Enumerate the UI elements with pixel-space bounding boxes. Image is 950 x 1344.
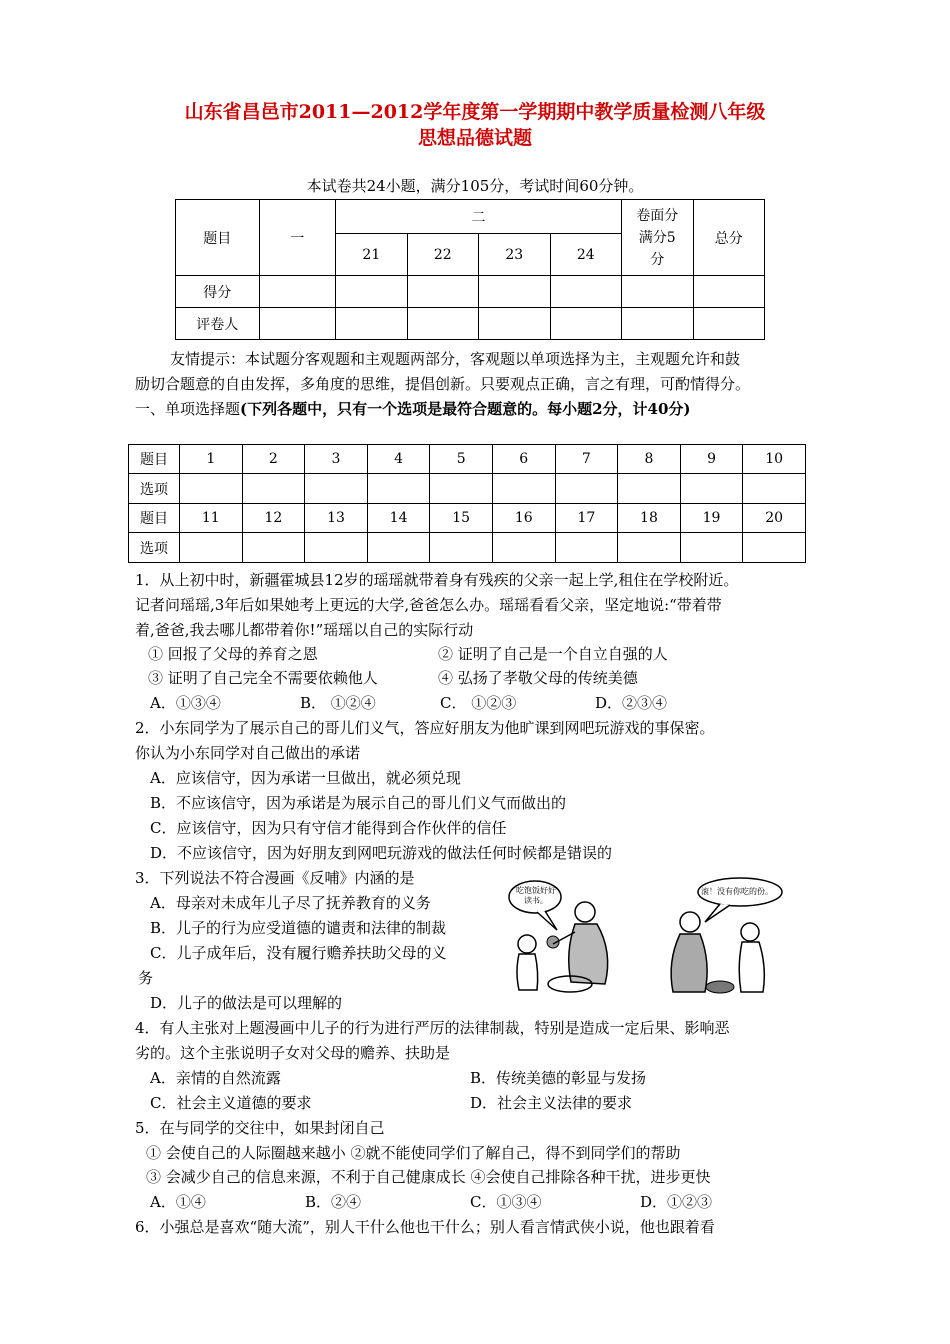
answer-num: 18 (618, 504, 681, 533)
answer-num: 20 (743, 504, 806, 533)
answer-num: 15 (430, 504, 493, 533)
q2-option-c[interactable]: C．应该信守，因为只有守信才能得到合作伙伴的信任 (150, 819, 507, 837)
q1-statement-1: ① 回报了父母的养育之恩 (148, 645, 318, 663)
q3-option-c-cont: 务 (138, 969, 154, 987)
grader-cell[interactable] (622, 308, 693, 340)
score-cell[interactable] (693, 276, 765, 308)
q1-option-b[interactable]: B． ①②④ (300, 694, 376, 712)
q2-option-a[interactable]: A．应该信守，因为承诺一旦做出，就必须兑现 (150, 769, 461, 787)
answer-num: 14 (367, 504, 430, 533)
score-cell[interactable] (407, 276, 478, 308)
answer-num: 19 (680, 504, 743, 533)
answer-cell[interactable] (680, 533, 743, 563)
page-title-line2: 思想品德试题 (417, 127, 532, 149)
score-table-header-two: 二 (336, 200, 622, 234)
q5-option-c[interactable]: C．①③④ (470, 1193, 542, 1211)
grader-cell[interactable] (550, 308, 621, 340)
answer-num: 13 (305, 504, 368, 533)
answer-num: 5 (430, 445, 493, 474)
answer-cell[interactable] (743, 533, 806, 563)
exam-intro: 本试卷共24小题，满分105分，考试时间60分钟。 (306, 177, 644, 195)
answer-cell[interactable] (492, 533, 555, 563)
q1-statement-2: ② 证明了自己是一个自立自强的人 (438, 645, 668, 663)
score-table-row-grader: 评卷人 (176, 308, 260, 340)
answer-cell[interactable] (618, 533, 681, 563)
answer-num: 10 (743, 445, 806, 474)
answer-num: 12 (242, 504, 305, 533)
q4-option-c[interactable]: C．社会主义道德的要求 (150, 1094, 312, 1112)
answer-num: 16 (492, 504, 555, 533)
q4-line1: 4．有人主张对上题漫画中儿子的行为进行严厉的法律制裁，特别是造成一定后果、影响恶 (135, 1019, 730, 1037)
q5-option-a[interactable]: A．①④ (150, 1193, 206, 1211)
score-cell[interactable] (550, 276, 621, 308)
section1-heading: 一、单项选择题(下列各题中，只有一个选项是最符合题意的。每小题2分，计40分) (135, 400, 691, 418)
tip-line2: 励切合题意的自由发挥，多角度的思维，提倡创新。只要观点正确，言之有理，可酌情得分。 (135, 375, 751, 393)
answer-num: 4 (367, 445, 430, 474)
q3-line1: 3．下列说法不符合漫画《反哺》内涵的是 (135, 869, 415, 887)
q5-statements-12: ① 会使自己的人际圈越来越小 ②就不能使同学们了解自己，得不到同学们的帮助 (146, 1144, 681, 1162)
score-cell[interactable] (259, 276, 336, 308)
answer-cell[interactable] (367, 474, 430, 504)
q5-option-b[interactable]: B．②④ (305, 1193, 362, 1211)
q3-option-b[interactable]: B．儿子的行为应受道德的谴责和法律的制裁 (150, 919, 447, 937)
q3-option-c[interactable]: C．儿子成年后，没有履行赡养扶助父母的义 (150, 944, 447, 962)
answer-num: 17 (555, 504, 618, 533)
q1-line1: 1．从上初中时，新疆霍城县12岁的瑶瑶就带着身有残疾的父亲一起上学,租住在学校附近。 (135, 571, 739, 589)
q1-option-c[interactable]: C． ①②③ (440, 694, 517, 712)
score-cell[interactable] (479, 276, 550, 308)
q1-line2: 记者问瑶瑶,3年后如果她考上更远的大学,爸爸怎么办。瑶瑶看看父亲，坚定地说:“带着带 (135, 596, 722, 614)
q3-option-a[interactable]: A．母亲对未成年儿子尽了抚养教育的义务 (150, 894, 431, 912)
cartoon-bubble-left: 吃饱饭好好读书。 (516, 886, 556, 905)
score-cell[interactable] (336, 276, 407, 308)
score-table-sub-22: 22 (407, 234, 478, 276)
q2-option-d[interactable]: D．不应该信守，因为好朋友到网吧玩游戏的做法任何时候都是错误的 (150, 844, 613, 862)
answer-cell[interactable] (242, 533, 305, 563)
q4-option-b[interactable]: B．传统美德的彰显与发扬 (470, 1069, 647, 1087)
cartoon-bubble-right: 滚！没有你吃的份。 (701, 887, 773, 896)
answer-cell[interactable] (680, 474, 743, 504)
q2-option-b[interactable]: B．不应该信守，因为承诺是为展示自己的哥儿们义气而做出的 (150, 794, 567, 812)
grader-cell[interactable] (407, 308, 478, 340)
q3-option-d[interactable]: D．儿子的做法是可以理解的 (150, 994, 343, 1012)
q1-option-d[interactable]: D．②③④ (595, 694, 668, 712)
answer-num: 11 (180, 504, 243, 533)
score-cell[interactable] (622, 276, 693, 308)
answer-num: 7 (555, 445, 618, 474)
score-table-sub-23: 23 (479, 234, 550, 276)
score-table-header-one: 一 (259, 200, 336, 276)
answer-cell[interactable] (618, 474, 681, 504)
q2-line2: 你认为小东同学对自己做出的承诺 (135, 744, 361, 762)
score-table-sub-24: 24 (550, 234, 621, 276)
q1-statement-3: ③ 证明了自己完全不需要依赖他人 (148, 669, 378, 687)
answer-cell[interactable] (430, 474, 493, 504)
answer-cell[interactable] (492, 474, 555, 504)
answer-cell[interactable] (305, 533, 368, 563)
answer-cell[interactable] (367, 533, 430, 563)
answer-table-label-a: 选项 (129, 474, 180, 504)
q5-statements-34: ③ 会减少自己的信息来源，不利于自己健康成长 ④会使自己排除各种干扰，进步更快 (146, 1168, 711, 1186)
answer-table-label-q: 题目 (129, 445, 180, 474)
q4-option-d[interactable]: D．社会主义法律的要求 (470, 1094, 633, 1112)
answer-cell[interactable] (555, 474, 618, 504)
q4-option-a[interactable]: A．亲情的自然流露 (150, 1069, 281, 1087)
grader-cell[interactable] (336, 308, 407, 340)
answer-num: 3 (305, 445, 368, 474)
answer-cell[interactable] (743, 474, 806, 504)
answer-cell[interactable] (180, 474, 243, 504)
score-table-header-juanmian: 卷面分 满分5 分 (622, 200, 693, 276)
q5-option-d[interactable]: D．①②③ (640, 1193, 713, 1211)
q2-line1: 2．小东同学为了展示自己的哥儿们义气，答应好朋友为他旷课到网吧玩游戏的事保密。 (135, 719, 715, 737)
q5-line1: 5．在与同学的交往中，如果封闭自己 (135, 1119, 385, 1137)
cartoon-fanbu (505, 872, 805, 1000)
answer-num: 2 (242, 445, 305, 474)
score-table-header-total: 总分 (693, 200, 765, 276)
answer-num: 8 (618, 445, 681, 474)
answer-cell[interactable] (555, 533, 618, 563)
answer-cell[interactable] (242, 474, 305, 504)
tip-line1: 友情提示：本试题分客观题和主观题两部分，客观题以单项选择为主，主观题允许和鼓 (170, 350, 741, 368)
q6-line1: 6．小强总是喜欢“随大流”，别人干什么他也干什么；别人看言情武侠小说，他也跟着看 (135, 1218, 715, 1236)
answer-table (128, 444, 806, 563)
q1-line3: 着,爸爸,我去哪儿都带着你!”瑶瑶以自己的实际行动 (135, 621, 474, 639)
answer-cell[interactable] (180, 533, 243, 563)
grader-cell[interactable] (259, 308, 336, 340)
q1-option-a[interactable]: A．①③④ (150, 694, 221, 712)
page-title-line1: 山东省昌邑市2011—2012学年度第一学期期中教学质量检测八年级 (184, 101, 766, 123)
q4-line2: 劣的。这个主张说明子女对父母的赡养、扶助是 (135, 1044, 451, 1062)
answer-cell[interactable] (430, 533, 493, 563)
answer-table-label-a: 选项 (129, 533, 180, 563)
answer-num: 9 (680, 445, 743, 474)
score-table (175, 199, 765, 340)
score-table-sub-21: 21 (336, 234, 407, 276)
score-table-row-score: 得分 (176, 276, 260, 308)
answer-table-label-q: 题目 (129, 504, 180, 533)
score-table-header-tihao: 题目 (176, 200, 260, 276)
answer-num: 1 (180, 445, 243, 474)
answer-num: 6 (492, 445, 555, 474)
grader-cell[interactable] (693, 308, 765, 340)
grader-cell[interactable] (479, 308, 550, 340)
q1-statement-4: ④ 弘扬了孝敬父母的传统美德 (438, 669, 638, 687)
answer-cell[interactable] (305, 474, 368, 504)
